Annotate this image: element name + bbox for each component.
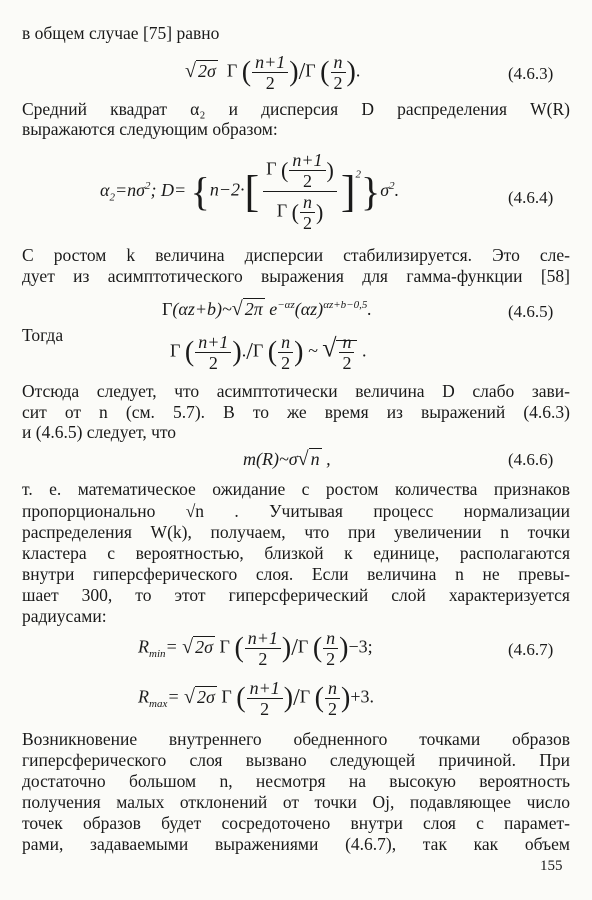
text-line-21: точек образов будет сосредоточено внутри слоя с парамет- bbox=[22, 813, 570, 833]
text-line-6: Тогда bbox=[22, 325, 64, 345]
text-line-10: т. е. математическое ожидание с ростом количества признаков bbox=[22, 479, 570, 499]
text-line-20: получения малых отклонений от точки Oj, подавляющее число bbox=[22, 792, 570, 812]
formula-4-6-3: √ 2σ Γ ( $\frac{n+1}{2}$ )/Γ ( $\frac{n}{2}$ ). bbox=[185, 52, 361, 93]
text-line-5: дует из асимптотического выражения для гамма-функции [58] bbox=[22, 266, 570, 286]
formula-4-6-6: m(R)~σ√ n , bbox=[243, 448, 331, 470]
text-line-7: Отсюда следует, что асимптотически величина D слабо зави- bbox=[22, 381, 570, 401]
text-line-11: пропорционально √n . Учитывая процесс нормализации bbox=[22, 501, 570, 521]
text-line-14: внутри гиперсферического слоя. Если величина n не превы- bbox=[22, 564, 570, 584]
text-line-8: сит от n (см. 5.7). В то же время из выражений (4.6.3) bbox=[22, 402, 570, 422]
eq-number: (4.6.5) bbox=[508, 302, 554, 321]
formula-text bbox=[0, 0, 1, 1]
text-line-12: распределения W(k), получаем, что при увеличении n точки bbox=[22, 522, 570, 542]
text-line-2: Средний квадрат α₂ и дисперсия D распределения W(R) bbox=[22, 99, 570, 119]
formula-4-6-7-rmax: $R_{max}=$ √ 2σ Γ ( $\frac{n+1}{2}$ )/Γ ( $\frac{n}{2}$ )+3. bbox=[138, 678, 374, 719]
page-number: 155 bbox=[540, 858, 563, 874]
text-line-9: и (4.6.5) следует, что bbox=[22, 422, 177, 442]
text-line-17: Возникновение внутреннего обедненного точками образов bbox=[22, 729, 570, 749]
text-line-1: в общем случае [75] равно bbox=[22, 23, 220, 43]
text-line-13: кластера с вероятностью, близкой к единице, располагаются bbox=[22, 543, 570, 563]
text-line-3: выражаются следующим образом: bbox=[22, 119, 278, 139]
formula-gamma-ratio: Γ ( $\frac{n+1}{2}$ )./Γ ( $\frac{n}{2}$ ) ~ √ $\frac{n}{2}$ . bbox=[170, 332, 367, 373]
eq-number: (4.6.6) bbox=[508, 450, 554, 469]
text-line-4: С ростом k величина дисперсии стабилизируется. Это сле- bbox=[22, 245, 570, 265]
text-line-15: шает 300, то этот гиперсферический слой характеризуется bbox=[22, 585, 570, 605]
eq-number: (4.6.7) bbox=[508, 640, 554, 659]
text-line-22: рами, задаваемыми выражениями (4.6.7), так как объем bbox=[22, 834, 570, 854]
text-line-16: радиусами: bbox=[22, 606, 107, 626]
formula-4-6-4: $\alpha_2=n\sigma^2$; D= {n−2·[ Γ ( $\frac{n+1}{2}$ ) Γ ( $\frac{n}{2}$ ) ]$^2\}\sigma^2$. bbox=[100, 150, 400, 233]
formula-4-6-7-rmin: $R_{min}=$ √ 2σ Γ ( $\frac{n+1}{2}$ )/Γ ( $\frac{n}{2}$ )−3; bbox=[138, 628, 373, 669]
eq-number: (4.6.3) bbox=[508, 64, 554, 83]
text-line-18: гиперсферического слоя вызвано следующей причиной. При bbox=[22, 750, 570, 770]
formula-4-6-5: Γ(αz+b)~√ 2π $e^{-\alpha z}(\alpha z)^{\alpha z+b-0,5}$. bbox=[162, 298, 372, 320]
text-line-19: достаточно большом n, несмотря на высокую вероятность bbox=[22, 771, 570, 791]
eq-number: (4.6.4) bbox=[508, 188, 554, 207]
